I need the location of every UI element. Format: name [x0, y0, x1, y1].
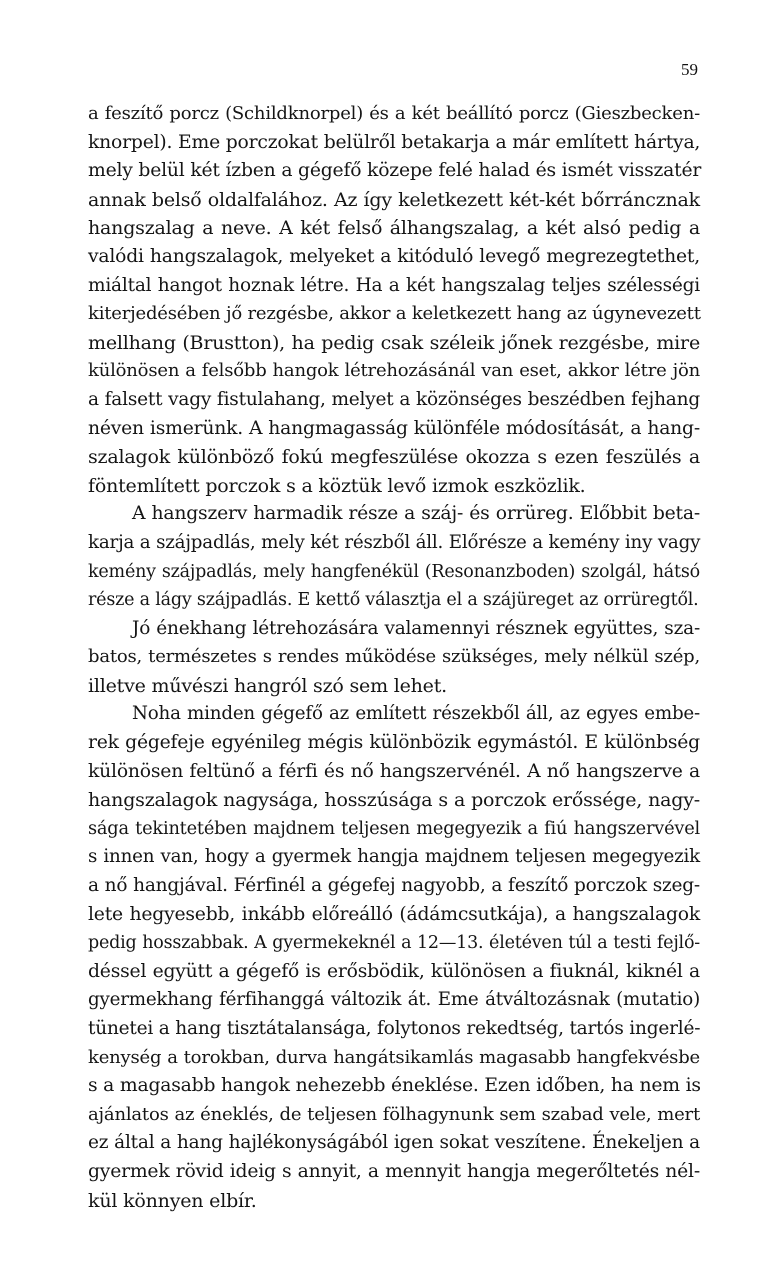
text-line: miáltal hangot hoznak létre. Ha a két hangszalag teljes szélességi — [88, 274, 700, 296]
text-line: knorpel). Eme porczokat belülről betakarja a már említett hártya, — [88, 131, 701, 153]
text-line: annak belső oldalfalához. Az így keletkezett két-két bőrráncznak — [88, 188, 700, 211]
text-line: pedig hosszabbak. A gyermekeknél a 12—13. életéven túl a testi fejlő- — [88, 933, 700, 954]
text-line: föntemlített porczok s a köztük levő izmok eszközlik. — [88, 474, 586, 497]
text-line: kenység a torokban, durva hangátsikamlás magasabb hangfekvésbe — [88, 1046, 700, 1068]
text-line: a falsett vagy fistulahang, melyet a közönséges beszédben fejhang — [88, 388, 700, 410]
text-line: karja a szájpadlás, mely két részből áll. Előrésze a kemény iny vagy — [88, 531, 701, 553]
text-line: rek gégefeje egyénileg mégis különbözik egymástól. E különbség — [88, 732, 700, 754]
text-line: néven ismerünk. A hangmagasság különféle módosítását, a hang- — [88, 417, 700, 439]
text-line: gyermek rövid ideig s annyit, a mennyit hangja megerőltetés nél- — [88, 1160, 700, 1182]
body-text — [88, 100, 700, 1215]
text-line: hangszalagok nagysága, hosszúsága s a porczok erőssége, nagy- — [88, 789, 700, 812]
text-line: kül könnyen elbír. — [88, 1189, 257, 1212]
text-line: déssel együtt a gégefő is erősbödik, különösen a fiuknál, kiknél a — [88, 960, 700, 982]
text-line: Jó énekhang létrehozására valamennyi résznek együttes, sza- — [132, 617, 700, 639]
text-line: valódi hangszalagok, melyeket a kitóduló levegő megrezegtethet, — [88, 245, 700, 267]
text-line: ez által a hang hajlékonyságából igen sokat veszítene. Énekeljen a — [88, 1132, 700, 1154]
text-line: ajánlatos az éneklés, de teljesen fölhagynunk sem szabad vele, mert — [88, 1103, 700, 1125]
text-line: mellhang (Brustton), ha pedig csak széleik jőnek rezgésbe, mire — [88, 331, 700, 354]
text-line: kiterjedésében jő rezgésbe, akkor a keletkezett hang az úgynevezett — [88, 303, 701, 325]
text-line: kemény szájpadlás, mely hangfenékül (Resonanzboden) szolgál, hátsó — [88, 561, 700, 582]
text-line: a nő hangjával. Férfinél a gégefej nagyobb, a feszítő porczok szeg- — [88, 875, 700, 897]
text-line: s a magasabb hangok nehezebb éneklése. Ezen időben, ha nem is — [88, 1075, 701, 1097]
paragraph — [88, 615, 700, 701]
text-line: része a lágy szájpadlás. E kettő választja el a szájüreget az orrüregtől. — [88, 590, 699, 611]
text-line: Noha minden gégefő az említett részekből áll, az egyes embe- — [132, 703, 700, 725]
paragraph — [88, 100, 700, 500]
text-line: szalagok különböző fokú megfeszülése okozza s ezen feszülés a — [88, 446, 700, 469]
text-line: illetve művészi hangról szó sem lehet. — [88, 674, 448, 697]
text-line: hangszalag a neve. A két felső álhangszalag, a két alsó pedig a — [88, 217, 700, 240]
paragraph — [88, 700, 700, 1215]
paragraph — [88, 500, 700, 614]
text-line: sága tekintetében majdnem teljesen megegyezik a fiú hangszervével — [88, 818, 700, 839]
text-line: s innen van, hogy a gyermek hangja majdnem teljesen megegyezik — [88, 846, 700, 868]
text-line: gyermekhang férfihanggá változik át. Eme átváltozásnak (mutatio) — [88, 989, 700, 1011]
text-line: A hangszerv harmadik része a száj- és orrüreg. Előbbit beta- — [132, 503, 700, 525]
text-line: tünetei a hang tisztátalansága, folytonos rekedtség, tartós ingerlé- — [88, 1018, 701, 1039]
text-line: különösen a felsőbb hangok létrehozásánál van eset, akkor létre jön — [88, 360, 700, 382]
text-line: batos, természetes s rendes működése szükséges, mely nélkül szép, — [88, 646, 700, 668]
text-line: lete hegyesebb, inkább előreálló (ádámcsutkája), a hangszalagok — [88, 903, 700, 925]
text-line: a feszítő porcz (Schildknorpel) és a két beállító porcz (Gieszbecken- — [88, 103, 700, 124]
page-number: 59 — [681, 60, 698, 79]
text-line: mely belül két ízben a gégefő közepe felé halad és ismét visszatér — [88, 160, 702, 182]
text-line: különösen feltünő a férfi és nő hangszervénél. A nő hangszerve a — [88, 760, 700, 782]
